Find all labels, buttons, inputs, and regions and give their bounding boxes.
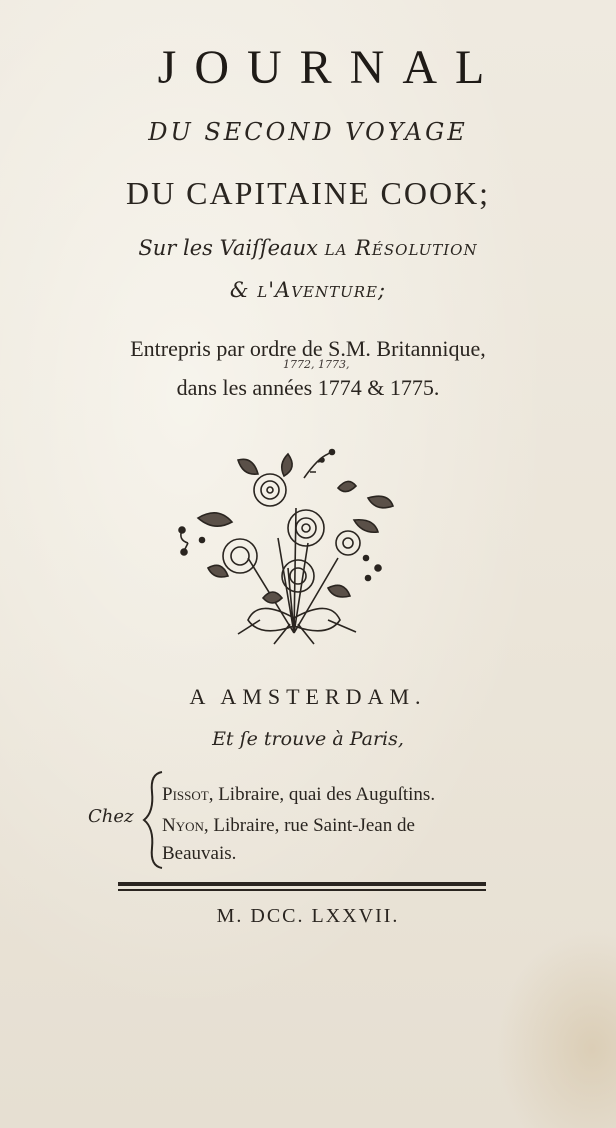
subtitle-second-voyage: DU SECOND VOYAGE bbox=[148, 118, 468, 146]
divider-thick bbox=[118, 882, 486, 886]
bookseller-name: Nyon bbox=[162, 815, 204, 836]
bookseller-address: , Libraire, quai des Auguſtins. bbox=[208, 784, 436, 805]
paper-stain bbox=[496, 930, 616, 1128]
ship-resolution: la Résolution bbox=[324, 236, 478, 260]
bookseller-name: Pissot bbox=[162, 784, 209, 805]
chez-label: Chez bbox=[88, 806, 134, 827]
divider-thin bbox=[118, 889, 486, 891]
handwritten-correction: 1772, 1773, bbox=[283, 358, 350, 371]
bookseller-nyon bbox=[162, 815, 415, 837]
undertaken-line: Entrepris par ordre de S.M. Britannique, bbox=[130, 336, 486, 361]
subtitle-captain-cook: DU CAPITAINE COOK; bbox=[125, 175, 491, 211]
book-title: JOURNAL bbox=[157, 41, 503, 94]
bookseller-continuation: Beauvais. bbox=[162, 843, 237, 864]
also-found-line: Et ſe trouve à Paris, bbox=[212, 728, 404, 750]
bookseller-address: , Libraire, rue Saint-Jean de bbox=[203, 815, 415, 836]
publication-date: M. DCC. LXXVII. bbox=[216, 905, 400, 927]
ships-prefix: Sur les Vaiſſeaux bbox=[138, 236, 318, 260]
imprint-city: A AMSTERDAM. bbox=[189, 684, 427, 709]
ship-aventure: & l'Aventure; bbox=[229, 278, 387, 302]
years-line: dans les années 1774 & 1775. bbox=[176, 375, 440, 400]
ships-line bbox=[0, 236, 616, 260]
floral-bouquet-icon bbox=[178, 448, 410, 648]
bookseller-pissot bbox=[162, 784, 435, 806]
